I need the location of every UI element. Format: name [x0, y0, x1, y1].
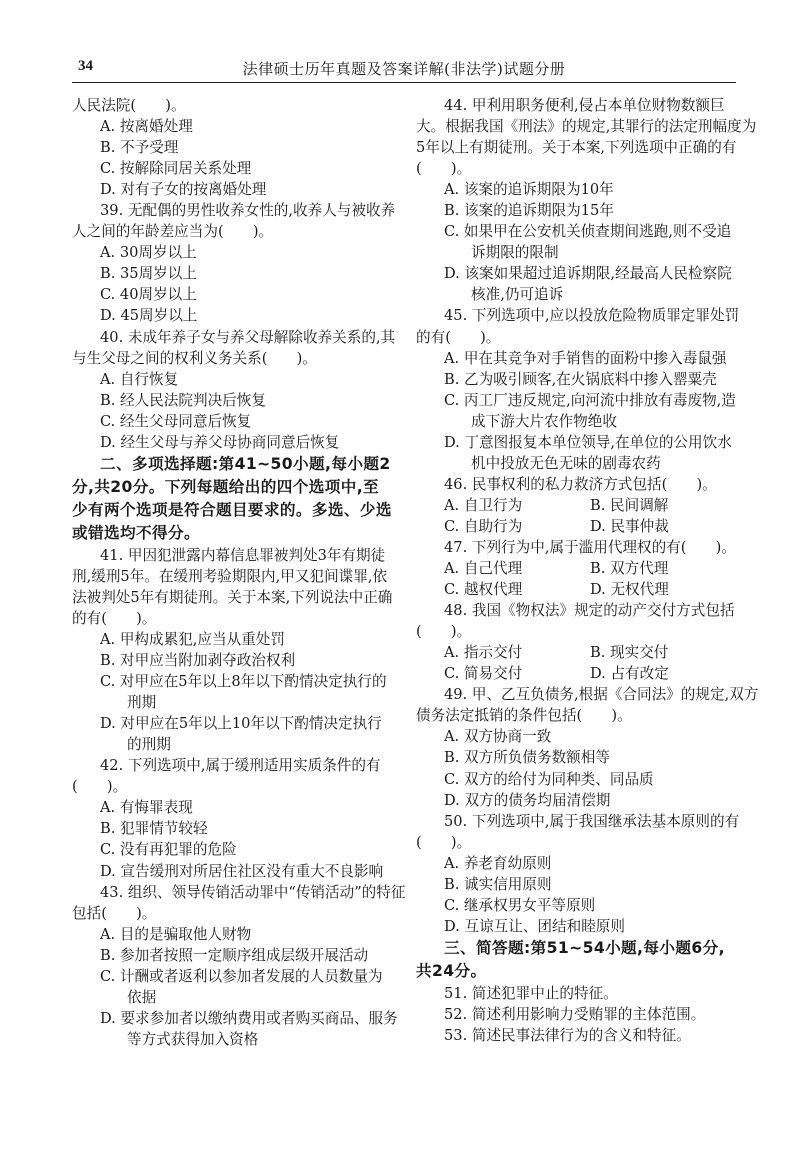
option: A. 指示交付: [444, 644, 523, 662]
option: B. 犯罪情节较轻: [100, 820, 208, 838]
option: B. 不予受理: [100, 139, 179, 157]
option: A. 养老育幼原则: [444, 854, 552, 872]
question-text: 的有( )。: [416, 328, 501, 346]
option: D. 45周岁以上: [100, 307, 198, 325]
option: C. 对甲应在5年以上8年以下酌情决定执行的: [100, 673, 387, 691]
option: C. 双方的给付为同种类、同品质: [444, 770, 654, 788]
option: D. 丁意图报复本单位领导,在单位的公用饮水: [444, 433, 732, 451]
question-40: 40. 未成年养子女与养父母解除收养关系的,其: [100, 328, 396, 346]
question-text: 人之间的年龄差应当为( )。: [72, 223, 274, 241]
option: D. 民事仲裁: [590, 517, 669, 535]
option-pair: [416, 579, 734, 600]
option-pair: [416, 642, 734, 663]
section-heading-line: 共24分。: [416, 961, 487, 980]
option: C. 继承权男女平等原则: [444, 896, 596, 914]
option: A. 自己代理: [444, 560, 523, 578]
question-53: 53. 简述民事法律行为的含义和特征。: [444, 1026, 691, 1044]
option: C. 按解除同居关系处理: [100, 160, 252, 178]
question-text: 的有( )。: [72, 609, 157, 627]
option: D. 互谅互让、团结和睦原则: [444, 917, 625, 935]
option: D. 对有子女的按离婚处理: [100, 181, 267, 199]
option-continuation: 机中投放无色无味的剧毒农药: [471, 454, 661, 472]
option: A. 该案的追诉期限为10年: [444, 181, 614, 199]
option: C. 计酬或者返利以参加者发展的人员数量为: [100, 967, 383, 985]
question-46: 46. 民事权利的私力救济方式包括( )。: [444, 475, 717, 493]
question-text: 刑,缓刑5年。在缓刑考验期限内,甲又犯间谍罪,依: [72, 567, 388, 585]
option-continuation: 的刑期: [127, 736, 171, 754]
option: B. 双方所负债务数额相等: [444, 749, 610, 767]
option: A. 自行恢复: [100, 370, 179, 388]
question-text: 5年以上有期徒刑。关于本案,下列选项中正确的有: [416, 139, 737, 157]
option: C. 简易交付: [444, 665, 523, 683]
option: D. 要求参加者以缴纳费用或者购买商品、服务: [100, 1009, 398, 1027]
question-49: 49. 甲、乙互负债务,根据《合同法》的规定,双方: [444, 686, 759, 704]
option: D. 双方的债务均届清偿期: [444, 791, 611, 809]
question-48: 48. 我国《物权法》规定的动产交付方式包括: [444, 602, 735, 620]
question-47: 47. 下列行为中,属于滥用代理权的有( )。: [444, 538, 736, 556]
option: B. 对甲应当附加剥夺政治权利: [100, 652, 296, 670]
right-column: [416, 95, 759, 1046]
question-text: ( )。: [416, 623, 472, 641]
option-continuation: 核准,仍可追诉: [471, 286, 564, 304]
section-heading-multiple-choice: 二、多项选择题:第41~50小题,每小题2: [100, 454, 391, 473]
option-pair: [416, 516, 734, 537]
question-52: 52. 简述利用影响力受贿罪的主体范围。: [444, 1005, 706, 1023]
option: B. 参加者按照一定顺序组成层级开展活动: [100, 946, 369, 964]
option: D. 占有改定: [590, 665, 669, 683]
option: D. 宣告缓刑对所居住社区没有重大不良影响: [100, 862, 384, 880]
option: A. 甲在其竞争对手销售的面粉中掺入毒鼠强: [444, 349, 727, 367]
option: D. 对甲应在5年以上10年以下酌情决定执行: [100, 715, 382, 733]
option: A. 有悔罪表现: [100, 799, 193, 817]
question-text: ( )。: [416, 833, 472, 851]
option-pair: [416, 558, 734, 579]
question-text: 包括( )。: [72, 904, 157, 922]
option: A. 目的是骗取他人财物: [100, 925, 252, 943]
option: C. 经生父母同意后恢复: [100, 412, 252, 430]
option-pair: [416, 663, 734, 684]
option-pair: [416, 495, 734, 516]
question-41: 41. 甲因犯泄露内幕信息罪被判处3年有期徒: [100, 546, 386, 564]
option-continuation: 刑期: [127, 694, 157, 712]
option-continuation: 诉期限的限制: [471, 244, 559, 262]
option: A. 30周岁以上: [100, 244, 197, 262]
question-38-tail: 人民法院( )。: [72, 97, 186, 114]
option: B. 双方代理: [590, 560, 669, 578]
option: C. 如果甲在公安机关侦查期间逃跑,则不受追: [444, 223, 732, 241]
question-51: 51. 简述犯罪中止的特征。: [444, 984, 618, 1002]
option: B. 该案的追诉期限为15年: [444, 202, 614, 220]
option: A. 按离婚处理: [100, 118, 193, 136]
option: D. 无权代理: [590, 581, 669, 599]
question-43: 43. 组织、领导传销活动罪中“传销活动”的特征: [100, 883, 406, 901]
option: B. 诚实信用原则: [444, 875, 552, 893]
option: A. 自卫行为: [444, 496, 523, 514]
question-text: 与生父母之间的权利义务关系( )。: [72, 349, 317, 367]
option: C. 越权代理: [444, 581, 523, 599]
page-header: [72, 54, 736, 83]
section-heading-short-answer: 三、简答题:第51~54小题,每小题6分,: [444, 938, 725, 957]
option: B. 乙为吸引顾客,在火锅底料中掺入罂粟壳: [444, 370, 717, 388]
option: D. 经生父母与养父母协商同意后恢复: [100, 433, 340, 451]
question-39: 39. 无配偶的男性收养女性的,收养人与被收养: [100, 202, 396, 220]
page-number: 34: [78, 58, 93, 74]
section-heading-line: 或错选均不得分。: [72, 523, 200, 542]
running-title: 法律硕士历年真题及答案详解(非法学)试题分册: [242, 60, 566, 78]
option: B. 现实交付: [590, 644, 669, 662]
option-continuation: 等方式获得加入资格: [127, 1030, 259, 1048]
option: D. 该案如果超过追诉期限,经最高人民检察院: [444, 265, 732, 283]
option: C. 40周岁以上: [100, 286, 197, 304]
option: B. 经人民法院判决后恢复: [100, 391, 266, 409]
option: A. 双方协商一致: [444, 728, 552, 746]
question-45: 45. 下列选项中,应以投放危险物质罪定罪处罚: [444, 307, 740, 325]
question-44: 44. 甲利用职务便利,侵占本单位财物数额巨: [444, 97, 725, 114]
left-column: [72, 95, 406, 1050]
option-continuation: 依据: [127, 988, 157, 1006]
option: C. 丙工厂违反规定,向河流中排放有毒废物,造: [444, 391, 736, 409]
option: C. 没有再犯罪的危险: [100, 841, 237, 859]
section-heading-line: 分,共20分。下列每题给出的四个选项中,至: [72, 477, 380, 496]
option-continuation: 成下游大片农作物绝收: [471, 412, 617, 430]
option: C. 自助行为: [444, 517, 523, 535]
option: B. 民间调解: [590, 496, 669, 514]
question-text: 债务法定抵销的条件包括( )。: [416, 707, 632, 725]
section-heading-line: 少有两个选项是符合题目要求的。多选、少选: [72, 500, 392, 519]
option: B. 35周岁以上: [100, 265, 197, 283]
question-text: ( )。: [416, 160, 472, 178]
option: A. 甲构成累犯,应当从重处罚: [100, 630, 285, 648]
question-text: ( )。: [72, 778, 128, 796]
question-50: 50. 下列选项中,属于我国继承法基本原则的有: [444, 812, 740, 830]
question-text: 大。根据我国《刑法》的规定,其罪行的法定刑幅度为: [416, 118, 757, 136]
question-42: 42. 下列选项中,属于缓刑适用实质条件的有: [100, 757, 381, 775]
question-text: 法被判处5年有期徒刑。关于本案,下列说法中正确: [72, 588, 393, 606]
